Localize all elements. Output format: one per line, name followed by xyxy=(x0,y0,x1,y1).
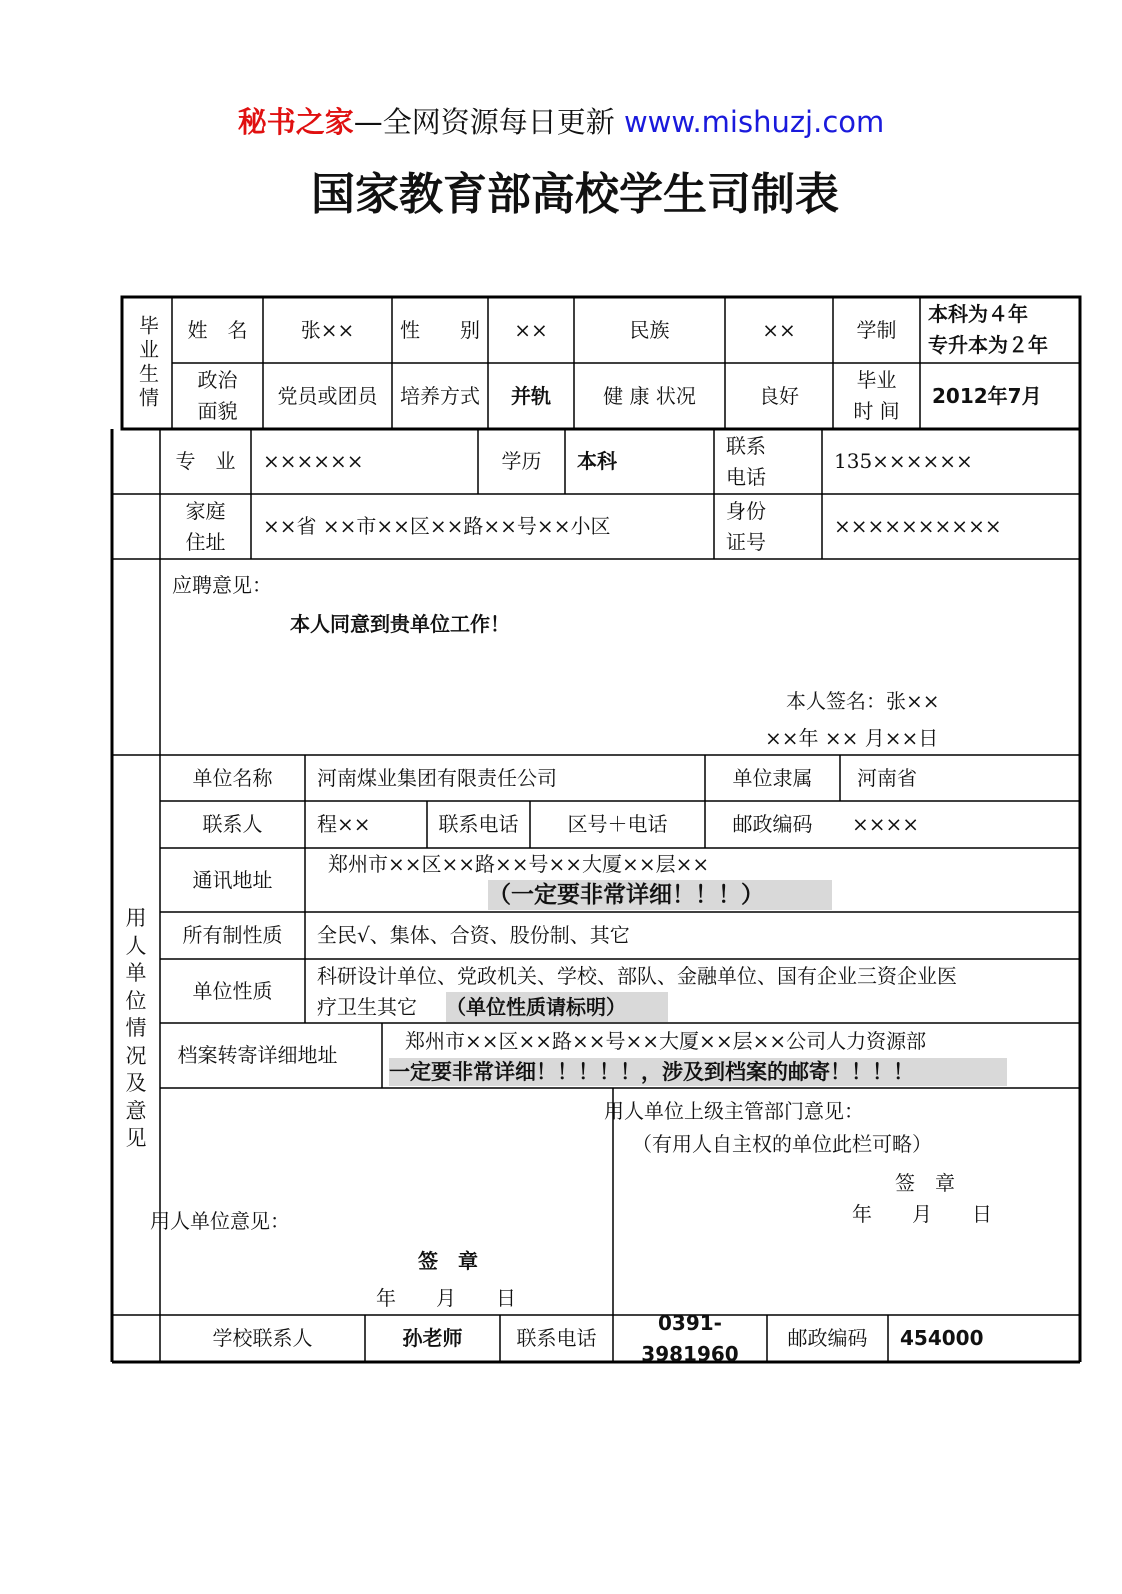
application-date: ××年 ×× 月××日 xyxy=(765,726,939,750)
affiliation-label: 单位隶属 xyxy=(732,765,813,790)
affiliation-value: 河南省 xyxy=(857,765,917,790)
banner-tagline: —全网资源每日更新 xyxy=(353,105,624,139)
health-label: 健 康 状况 xyxy=(603,383,696,408)
contact-label: 联系人 xyxy=(202,812,263,836)
application-label: 应聘意见： xyxy=(172,573,272,597)
unit-type-label: 单位性质 xyxy=(192,978,273,1003)
contact-phone-label: 联系电话 xyxy=(438,812,519,836)
archive-note: 一定要非常详细！！！！！，涉及到档案的邮寄！！！！ xyxy=(389,1058,1007,1086)
ownership-value: 全民√、集体、合资、股份制、其它 xyxy=(317,923,630,947)
unit-name-label: 单位名称 xyxy=(192,765,273,790)
employer-section-label: 用人单位情况及意见 xyxy=(125,906,147,1150)
mail-address-label: 通讯地址 xyxy=(192,867,273,892)
address-label: 家庭 住址 xyxy=(185,498,226,554)
contact-value: 程×× xyxy=(317,812,371,836)
school-postcode-value: 454000 xyxy=(900,1326,984,1350)
political-label: 政治 面貌 xyxy=(197,368,238,423)
site-url[interactable]: www.mishuzj.com xyxy=(623,105,885,139)
school-phone-value: 0391-3981960 xyxy=(641,1310,739,1366)
postcode-label: 邮政编码 xyxy=(732,812,813,836)
id-label: 身份 证号 xyxy=(726,498,766,554)
unit-type-value: 科研设计单位、党政机关、学校、部队、金融单位、国有企业三资企业医 xyxy=(317,964,957,988)
mail-address-value: 郑州市××区××路××号××大厦××层×× xyxy=(328,852,710,876)
unit-name-value: 河南煤业集团有限责任公司 xyxy=(317,765,557,790)
postcode-value: ×××× xyxy=(852,812,920,836)
superior-seal: 签 章 xyxy=(895,1171,955,1195)
grad-time-value: 2012年7月 xyxy=(932,383,1042,408)
schooling-label: 学制 xyxy=(856,317,897,342)
school-contact-label: 学校联系人 xyxy=(212,1326,313,1350)
unit-type-note: （单位性质请标明） xyxy=(446,992,668,1022)
unit-opinion-label: 用人单位意见： xyxy=(150,1209,290,1233)
degree-label: 学历 xyxy=(501,449,542,473)
superior-note: （有用人自主权的单位此栏可略） xyxy=(632,1132,932,1156)
political-value: 党员或团员 xyxy=(277,383,378,408)
schooling-value: 本科为４年 专升本为２年 xyxy=(928,302,1048,357)
superior-label: 用人单位上级主管部门意见： xyxy=(604,1099,864,1123)
health-value: 良好 xyxy=(759,383,799,408)
training-label: 培养方式 xyxy=(400,383,480,408)
gender-label: 性 别 xyxy=(400,317,480,342)
school-contact-value: 孙老师 xyxy=(402,1326,463,1350)
school-postcode-label: 邮政编码 xyxy=(787,1326,868,1350)
phone-value: 135×××××× xyxy=(834,449,973,473)
name-label: 姓 名 xyxy=(187,317,248,342)
unit-type-value-2: 疗卫生其它 xyxy=(317,995,417,1019)
archive-label: 档案转寄详细地址 xyxy=(177,1043,338,1067)
applicant-signature: 本人签名：张×× xyxy=(786,689,940,713)
gender-value: ×× xyxy=(514,317,548,342)
form-title: 国家教育部高校学生司制表 xyxy=(311,169,839,220)
degree-value: 本科 xyxy=(577,449,617,473)
school-phone-label: 联系电话 xyxy=(516,1326,597,1350)
training-value: 并轨 xyxy=(511,383,551,408)
unit-date: 年 月 日 xyxy=(376,1286,516,1310)
ownership-label: 所有制性质 xyxy=(182,923,283,947)
phone-label: 联系 电话 xyxy=(726,433,766,489)
contact-phone-value: 区号＋电话 xyxy=(567,812,668,836)
grad-time-label: 毕业 时 间 xyxy=(853,368,900,423)
major-label: 专 业 xyxy=(175,449,236,473)
address-value: ××省 ××市××区××路××号××小区 xyxy=(263,514,611,538)
graduate-section-label: 毕业生情 xyxy=(135,315,160,411)
archive-value: 郑州市××区××路××号××大厦××层××公司人力资源部 xyxy=(405,1029,927,1053)
id-value: ×××××××××× xyxy=(834,514,1002,538)
ethnic-value: ×× xyxy=(762,317,796,342)
major-value: ×××××× xyxy=(263,449,364,473)
ethnic-label: 民族 xyxy=(629,317,670,342)
unit-seal: 签 章 xyxy=(418,1249,478,1273)
name-value: 张×× xyxy=(300,317,355,342)
superior-date: 年 月 日 xyxy=(852,1202,992,1226)
application-statement: 本人同意到贵单位工作！ xyxy=(290,612,510,636)
mail-address-note: （一定要非常详细！！！） xyxy=(488,880,832,910)
brand-name: 秘书之家 xyxy=(237,105,354,139)
